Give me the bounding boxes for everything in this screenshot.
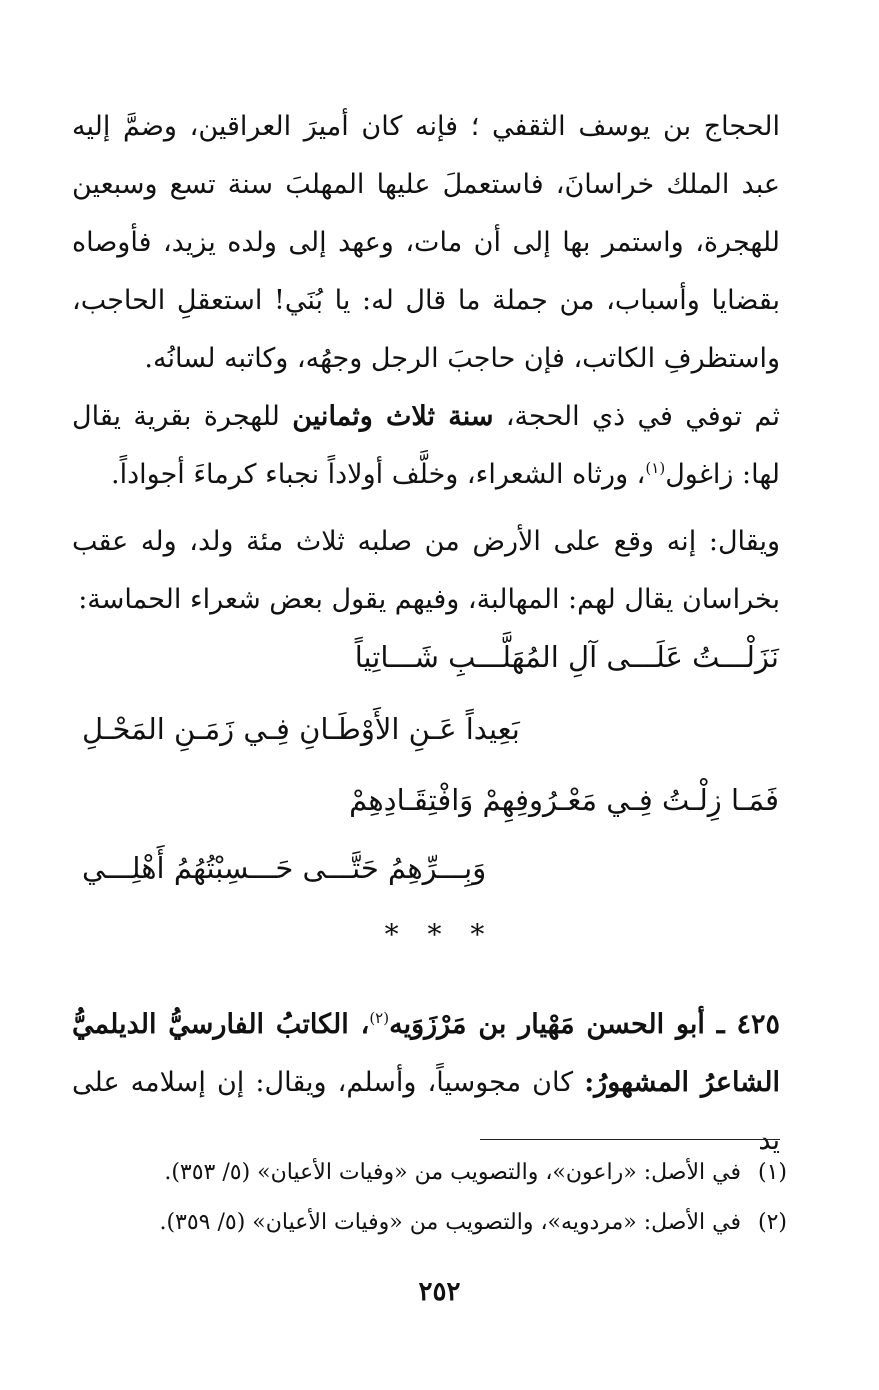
poem-line-3: فَمَـا زِلْـتُ فِـي مَعْـرُوفِهِمْ وَافْتِقَـادِهِمْ (349, 783, 779, 817)
footnote-2-number: (٢) (757, 1210, 787, 1235)
entry-heading: ٤٢٥ ـ أبو الحسن مَهْيار بن مَرْزَوَيه (389, 1009, 780, 1040)
entry-425 (72, 996, 780, 1170)
death-year: سنة ثلاث وثمانين (292, 401, 494, 432)
footnote-ref-1: (١) (645, 459, 666, 477)
paragraph-2-middle: للهجرة بقرية يقال لها: زاغول (72, 401, 780, 490)
paragraph-2-end: ، ورثاه الشعراء، وخلَّف أولاداً نجباء كرماءَ أجواداً. (111, 459, 646, 490)
paragraph-3: ويقال: إنه وقع على الأرض من صلبه ثلاث مئة ولد، وله عقب بخراسان يقال لهم: المهالبة، وفيهم يقول بعض شعراء الحماسة: (72, 526, 780, 615)
section-separator: * * * (384, 918, 495, 951)
poem-line-4: وَبِـــرِّهِمُ حَتَّـــى حَـــسِبْتُهُمُ أَهْلِـــي (82, 851, 487, 885)
paragraph-1: الحجاج بن يوسف الثقفي ؛ فإنه كان أميرَ العراقين، وضمَّ إليه عبد الملك خراسانَ، فاستعملَ عليها المهلبَ سنة تسع وسبعين للهجرة، واستمر بها إلى أن مات، وعهد إلى ولده يزيد، فأوصاه بقضايا وأسباب، من جملة ما قال له: يا بُنَي! استعقلِ الحاجب، واستظرفِ الكاتب، فإن حاجبَ الرجل وجهُه، وكاتبه لسانُه. (72, 111, 780, 374)
paragraph-2 (72, 388, 780, 504)
footnote-1-number: (١) (757, 1160, 787, 1185)
footnote-1-text: في الأصل: «راعون»، والتصويب من «وفيات الأعيان» (٥/ ٣٥٣). (164, 1160, 741, 1185)
footnote-1 (87, 1160, 787, 1185)
footnote-ref-2: (٢) (369, 1009, 390, 1027)
footnote-2-text: في الأصل: «مردويه»، والتصويب من «وفيات الأعيان» (٥/ ٣٥٩). (159, 1210, 741, 1235)
poem-line-1: نَزَلْـــتُ عَلَـــى آلِ المُهَلَّـــبِ شَـــاتِياً (354, 640, 779, 674)
entry-heading-rest: ، الكاتبُ الفارسيُّ الديلميُّ الشاعرُ المشهورُ: (72, 1009, 780, 1098)
page-number: ٢٥٢ (418, 1277, 461, 1307)
paragraph-2-start: ثم توفي في ذي الحجة، (493, 401, 780, 432)
poem-line-2: بَعِيداً عَـنِ الأَوْطَـانِ فِـي زَمَـنِ المَحْـلِ (82, 712, 520, 746)
footnote-divider (480, 1139, 780, 1140)
footnote-2 (87, 1210, 787, 1235)
entry-text: كان مجوسياً، وأسلم، ويقال: إن إسلامه على يد (72, 1067, 780, 1156)
